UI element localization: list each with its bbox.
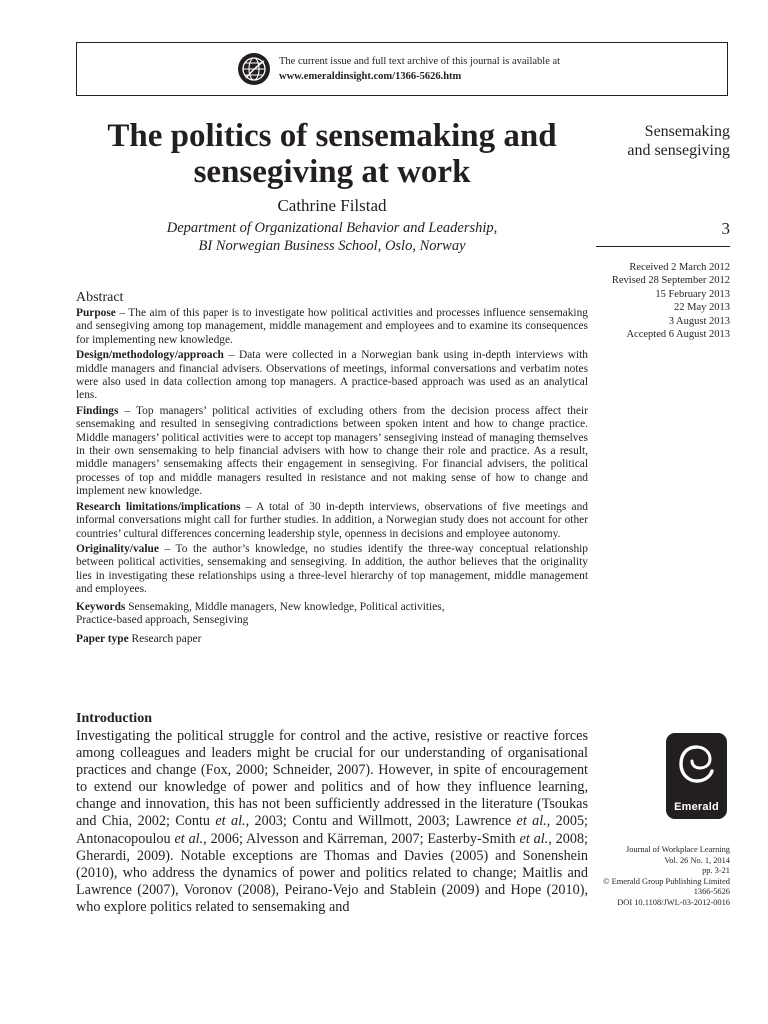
findings-text: – Top managers’ political activities of excluding others from the decision process affect their sensemaking and resulted in sensegiving contradictions between spoken intent and how to change practice. Middle managers’ political activities were to accept top managers’ sensegiving instead of managing themselves in their own sensemaking to help financial advisers with how to change their role and practice. As a result, middle managers’ sensemaking affects their engagement in sensegiving. For financial advisers, the political processes of top and middle managers resulted in resistance and not making sense of how to change and implement new knowledge. <box>76 404 588 498</box>
emerald-wordmark: Emerald <box>674 801 719 813</box>
history-revised-4: 3 August 2013 <box>668 315 730 327</box>
history-received: Received 2 March 2012 <box>629 262 730 273</box>
article-title-line-2: sensegiving at work <box>193 154 471 190</box>
design-label: Design/methodology/approach <box>76 349 224 362</box>
et-al-2: et al. <box>516 813 547 830</box>
paper-type-label: Paper type <box>76 633 129 646</box>
history-revised-2: 15 February 2013 <box>655 288 730 300</box>
introduction-body <box>76 728 588 916</box>
intro-text-2: , 2003; Contu and Willmott, 2003; Lawrence <box>245 813 517 830</box>
et-al-4: et al. <box>519 830 549 847</box>
journal-citation-info <box>590 845 730 909</box>
intro-text-5: , 2008; Gherardi, 2009). Notable exceptions are Thomas and Davies (2005) and Sonenshein (2010), who address the dynamics of power and politics related to change; Maitlis and Lawrence (2007), Voronov (2008), Peirano-Vejo and Stablein (2009) and Hope (2010), who explore politics related to sensemaking and <box>76 830 588 915</box>
banner-availability-text: The current issue and full text archive of this journal is available at <box>279 56 561 67</box>
article-title-line-1: The politics of sensemaking and <box>107 118 557 154</box>
introduction-heading: Introduction <box>76 711 152 726</box>
abstract-purpose <box>76 307 588 347</box>
margin-divider <box>596 246 730 247</box>
paper-type-text: Research paper <box>128 633 202 646</box>
abstract-section <box>76 290 588 647</box>
abstract-design <box>76 349 588 403</box>
purpose-text: – The aim of this paper is to investigate how political activities and processes influence sensemaking and sensegiving among top management, middle management and employees and to examine its consequences for implementing new knowledge. <box>76 307 588 346</box>
design-text: – Data were collected in a Norwegian bank using in-depth interviews with middle managers and financial advisers. Observations of meetings, informal conversations and verbatim notes were also used in data collection among top managers. A practice-based approach was used as an analytical lens. <box>76 349 588 402</box>
history-revised-3: 22 May 2013 <box>674 302 730 314</box>
submission-history <box>592 261 730 341</box>
findings-label: Findings <box>76 404 119 417</box>
author-affiliation <box>76 219 588 255</box>
history-accepted: Accepted 6 August 2013 <box>626 329 730 341</box>
abstract-heading: Abstract <box>76 290 124 305</box>
journal-volume: Vol. 26 No. 1, 2014 <box>664 855 730 865</box>
limitations-label: Research limitations/implications <box>76 500 241 513</box>
running-title <box>596 122 730 160</box>
intro-text-3: , 2005; Antonacopoulou <box>76 813 588 847</box>
originality-text: – To the author’s knowledge, no studies identify the three-way conceptual relationship between political activities, sensemaking and sensegiving. In addition, the author believes that the originality lies in investigating these relationships using a three-level hierarchy of top management, middle management and employees. <box>76 542 588 596</box>
keywords-line-1 <box>76 601 588 614</box>
intro-text-1: Investigating the political struggle for control and the active, resistive or reactive forces among colleagues and leaders might be crucial for our understanding of organisational practices and change (Fox, 2000; Schneider, 2007). However, in spite of encouragement to extend our knowledge of power and politics and of how they influence learning, change and innovation, this has not been sufficiently addressed in the literature (Tsoukas and Chia, 2002; Contu <box>76 728 588 830</box>
keywords-text: Sensemaking, Middle managers, New knowledge, Political activities, <box>125 600 445 613</box>
affiliation-line-1: Department of Organizational Behavior and Leadership, <box>166 220 498 236</box>
author-name: Cathrine Filstad <box>277 196 387 215</box>
journal-issn: 1366-5626 <box>693 887 730 897</box>
banner-text <box>279 54 560 84</box>
history-revised: Revised 28 September 2012 <box>611 275 730 287</box>
intro-text-4: , 2006; Alvesson and Kärreman, 2007; Easterby-Smith <box>203 830 520 847</box>
article-title <box>76 118 588 190</box>
abstract-findings <box>76 405 588 499</box>
et-al-1: et al. <box>215 813 246 830</box>
keywords-label: Keywords <box>76 600 126 613</box>
affiliation-line-2: BI Norwegian Business School, Oslo, Norway <box>198 238 466 254</box>
abstract-limitations <box>76 501 588 541</box>
purpose-label: Purpose <box>76 307 116 319</box>
page-number: 3 <box>721 219 730 238</box>
journal-availability-banner <box>76 42 728 96</box>
emerald-insight-globe-icon <box>237 52 271 86</box>
running-title-line-1: Sensemaking <box>644 123 730 140</box>
emerald-swirl-icon <box>676 741 717 797</box>
emerald-logo <box>666 733 727 819</box>
journal-url-link[interactable]: www.emeraldinsight.com/1366-5626.htm <box>279 71 462 82</box>
limitations-text: – A total of 30 in-depth interviews, observations of five meetings and informal conversations might call for further studies. In addition, a Norwegian study does not account for other countries’ cultural differences concerning leadership style, openness in decisions and employee autonomy. <box>76 500 588 540</box>
abstract-originality <box>76 543 588 597</box>
originality-label: Originality/value <box>76 542 159 555</box>
journal-copyright: © Emerald Group Publishing Limited <box>603 876 730 886</box>
keywords <box>76 601 588 628</box>
introduction-section <box>76 711 588 916</box>
paper-type <box>76 633 588 646</box>
keywords-line-2: Practice-based approach, Sensegiving <box>76 613 249 626</box>
journal-name: Journal of Workplace Learning <box>625 845 730 854</box>
journal-pages: pp. 3-21 <box>702 866 730 876</box>
running-title-line-2: and sensegiving <box>627 142 730 159</box>
journal-doi: DOI 10.1108/JWL-03-2012-0016 <box>617 897 730 907</box>
et-al-3: et al. <box>174 830 204 847</box>
